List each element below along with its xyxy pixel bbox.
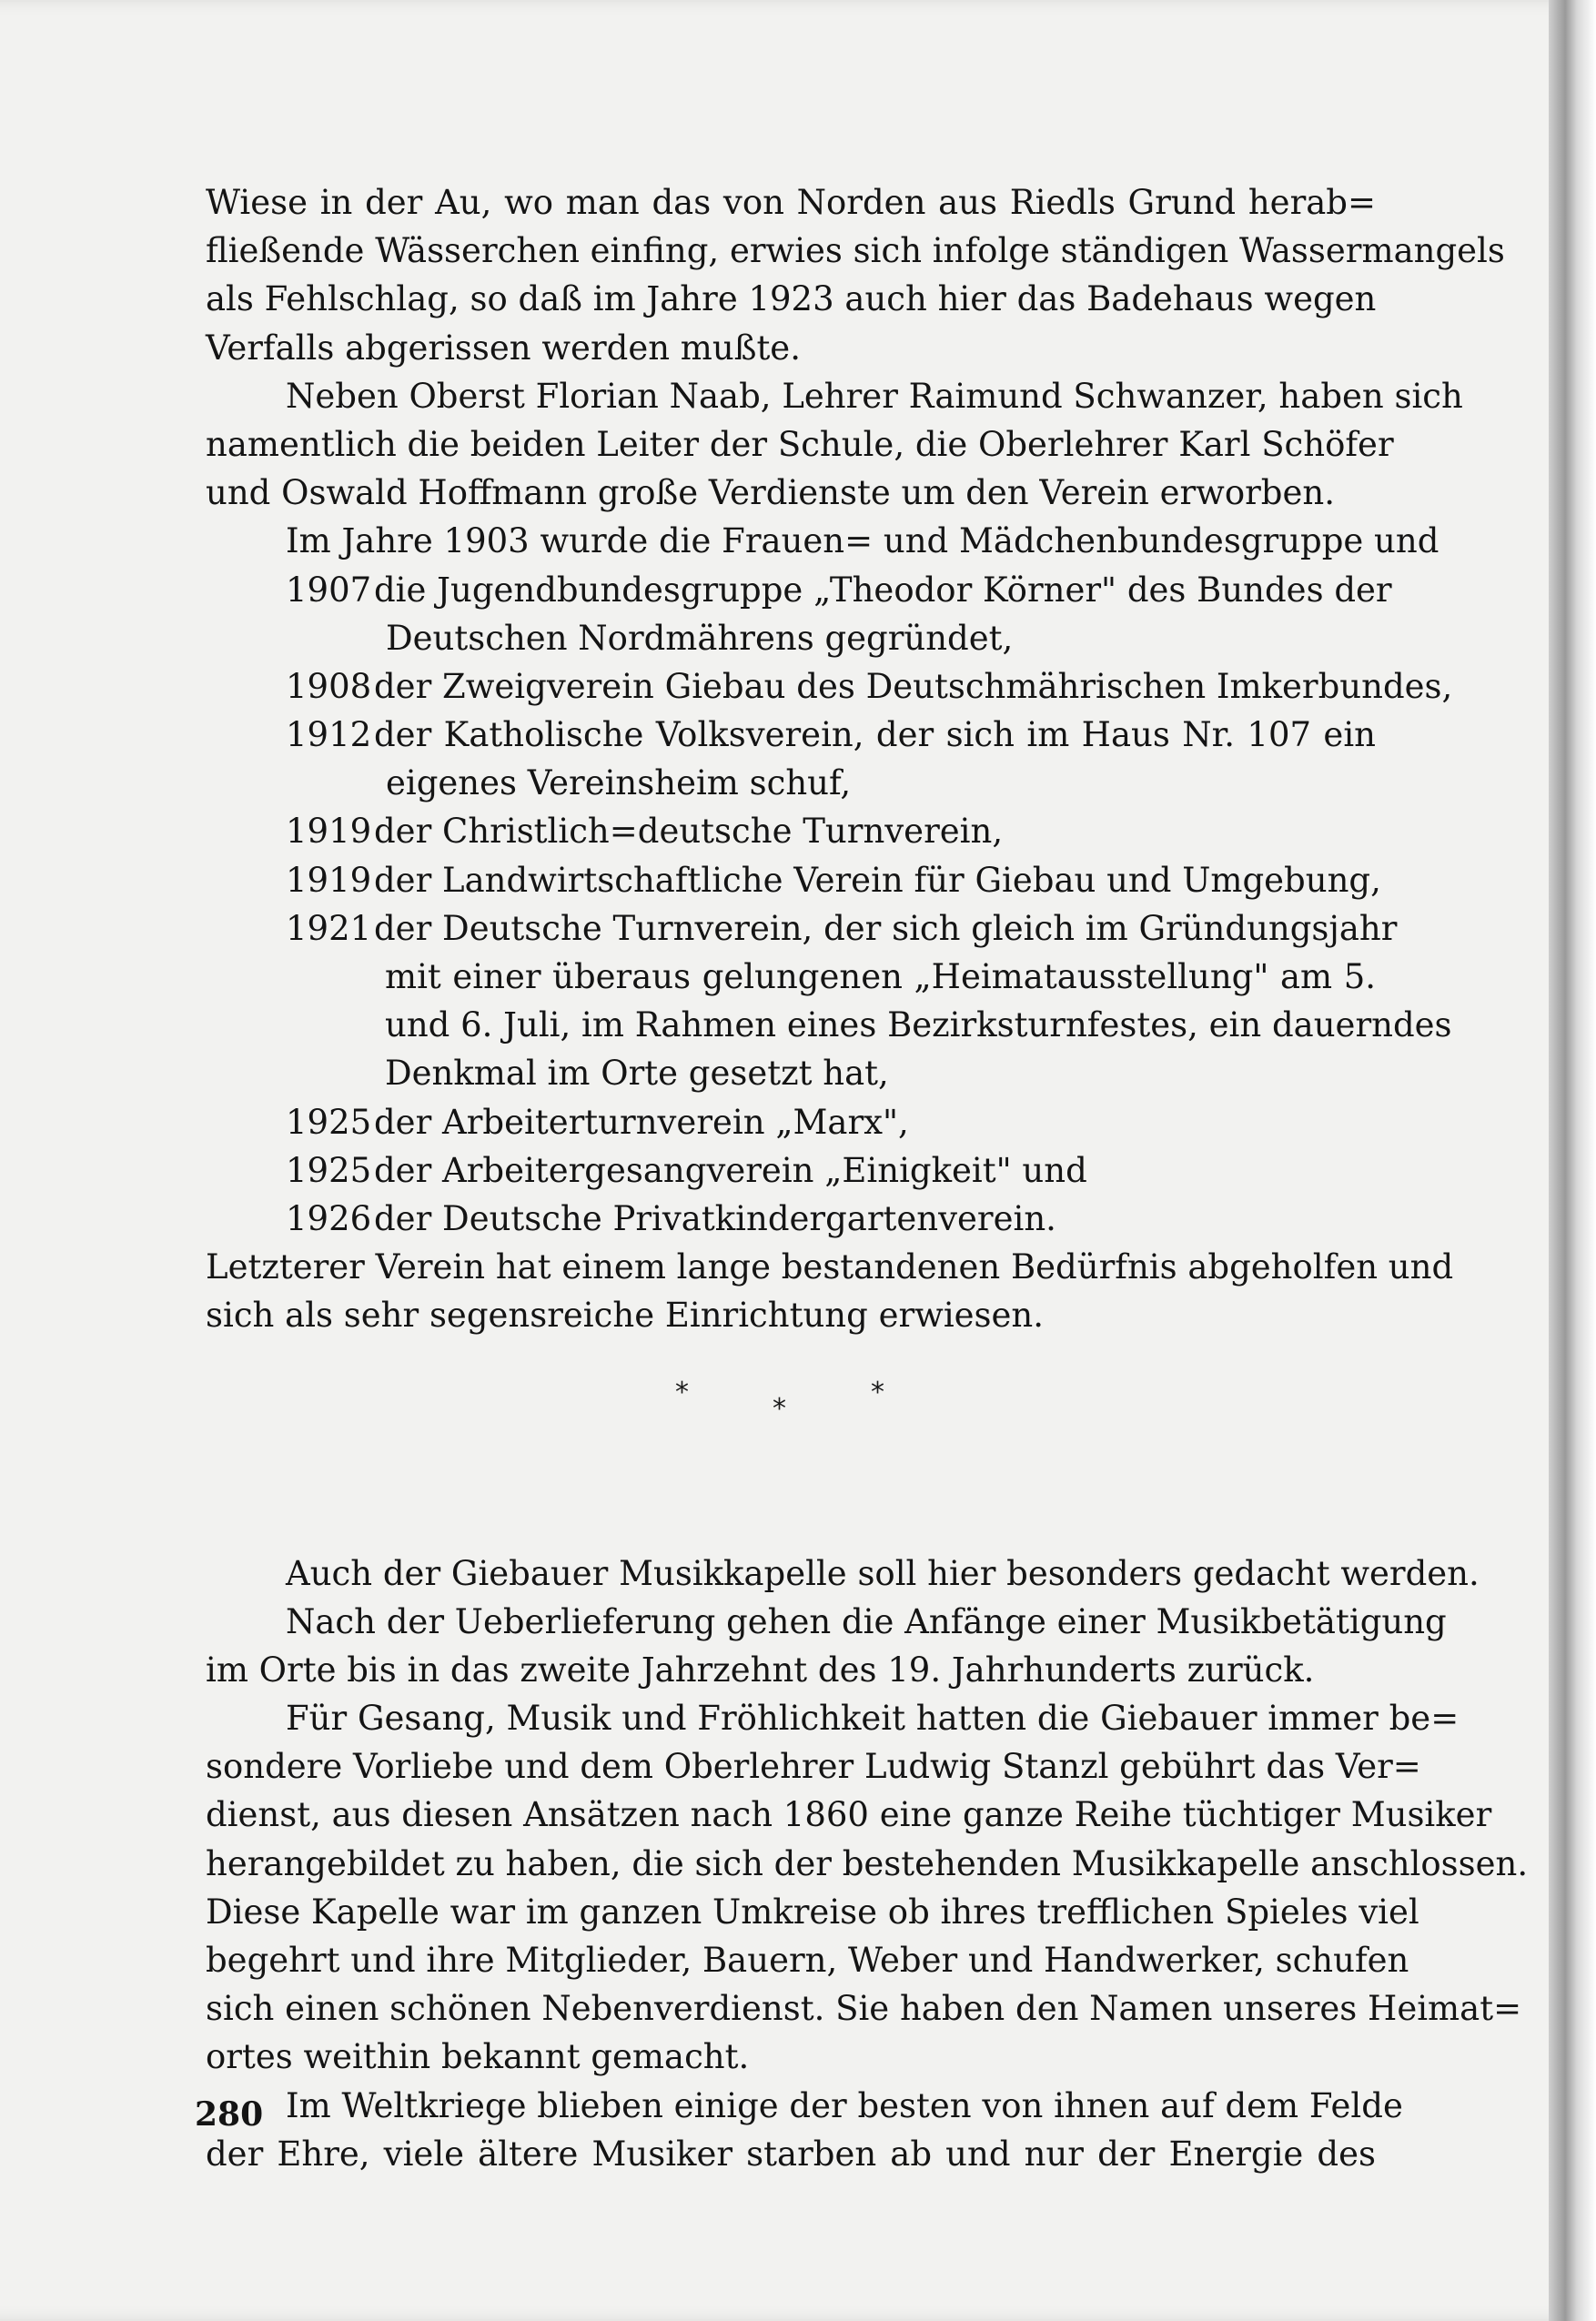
asterisk: * [675, 1376, 689, 1408]
text-line: namentlich die beiden Leiter der Schule, die Oberlehrer Karl Schöfer [206, 424, 1394, 464]
page-number: 280 [195, 2095, 264, 2134]
text-line: sich als sehr segensreiche Einrichtung erwiesen. [206, 1296, 1045, 1336]
list-year: 1925 [286, 1150, 372, 1190]
list-year: 1919 [286, 812, 372, 852]
list-text: der Arbeiterturnverein „Marx", [374, 1102, 909, 1142]
list-year: 1907 [286, 570, 372, 610]
asterisk: * [871, 1376, 884, 1408]
list-year: 1912 [286, 715, 372, 755]
list-text: der Christlich=deutsche Turnverein, [374, 812, 1004, 852]
list-item [206, 807, 1376, 855]
list-text: der Landwirtschaftliche Verein für Giebau und Umgebung, [374, 860, 1381, 900]
text-line: fließende Wässerchen einfing, erwies sich infolge ständigen Wassermangels [206, 231, 1505, 271]
text-line: und Oswald Hoffmann große Verdienste um den Verein erworben. [206, 473, 1335, 513]
text-line: ortes weithin bekannt gemacht. [206, 2037, 750, 2077]
text-line: im Orte bis in das zweite Jahrzehnt des 19. Jahrhunderts zurück. [206, 1650, 1315, 1690]
text-line: herangebildet zu haben, die sich der bestehenden Musikkapelle anschlossen. [206, 1843, 1529, 1883]
list-text: der Katholische Volksverein, der sich im Haus Nr. 107 ein [374, 715, 1376, 755]
list-item [206, 711, 1376, 759]
text-line: sondere Vorliebe und dem Oberlehrer Ludwig Stanzl gebührt das Ver= [206, 1747, 1421, 1787]
text-line: Für Gesang, Musik und Fröhlichkeit hatten die Giebauer immer be= [286, 1699, 1460, 1739]
list-text: der Deutsche Turnverein, der sich gleich im Gründungsjahr [374, 908, 1398, 948]
text-line: Verfalls abgerissen werden mußte. [206, 328, 801, 368]
list-text: der Arbeitergesangverein „Einigkeit" und [374, 1150, 1087, 1190]
section-separator [206, 1340, 1376, 1549]
list-item [206, 856, 1381, 904]
text-line: Nach der Ueberlieferung gehen die Anfänge einer Musikbetätigung [286, 1601, 1447, 1641]
list-year: 1926 [286, 1198, 372, 1238]
list-item-continuation: Denkmal im Orte gesetzt hat, [385, 1054, 889, 1094]
text-line: Letzterer Verein hat einem lange bestandenen Bedürfnis abgeholfen und [206, 1247, 1454, 1287]
list-item [206, 1098, 1376, 1146]
list-year: 1921 [286, 908, 372, 948]
list-year: 1919 [286, 860, 372, 900]
asterisk: * [773, 1392, 786, 1425]
text-line: Neben Oberst Florian Naab, Lehrer Raimund Schwanzer, haben sich [286, 376, 1463, 416]
list-item [206, 1195, 1376, 1243]
list-item [206, 662, 1453, 711]
text-line: sich einen schönen Nebenverdienst. Sie haben den Namen unseres Heimat= [206, 1989, 1522, 2029]
list-item [206, 904, 1398, 953]
list-text: der Deutsche Privatkindergartenverein. [374, 1198, 1056, 1238]
text-line: Wiese in der Au, wo man das von Norden aus Riedls Grund herab= [206, 183, 1376, 222]
list-item-continuation: und 6. Juli, im Rahmen eines Bezirksturnfestes, ein dauerndes [385, 1005, 1452, 1045]
list-year: 1908 [286, 666, 372, 706]
text-line: Auch der Giebauer Musikkapelle soll hier besonders gedacht werden. [286, 1553, 1480, 1593]
page-edge-shadow [1549, 0, 1596, 2321]
text-line: Diese Kapelle war im ganzen Umkreise ob ihres trefflichen Spieles viel [206, 1892, 1419, 1932]
list-item [206, 566, 1392, 614]
page-body [206, 178, 1529, 2178]
list-text: der Zweigverein Giebau des Deutschmährischen Imkerbundes, [374, 666, 1453, 706]
text-line: dienst, aus diesen Ansätzen nach 1860 eine ganze Reihe tüchtiger Musiker [206, 1795, 1492, 1835]
text-line: Im Weltkriege blieben einige der besten von ihnen auf dem Felde [286, 2085, 1403, 2125]
text-line: begehrt und ihre Mitglieder, Bauern, Weber und Handwerker, schufen [206, 1941, 1409, 1980]
text-line: Im Jahre 1903 wurde die Frauen= und Mädchenbundesgruppe und [286, 521, 1439, 561]
text-line: als Fehlschlag, so daß im Jahre 1923 auch hier das Badehaus wegen [206, 279, 1377, 319]
list-text: die Jugendbundesgruppe „Theodor Körner" des Bundes der [374, 570, 1392, 610]
list-item-continuation: eigenes Vereinsheim schuf, [386, 763, 852, 803]
list-item-continuation: Deutschen Nordmährens gegründet, [386, 618, 1014, 658]
text-line: der Ehre, viele ältere Musiker starben ab und nur der Energie des [206, 2134, 1376, 2174]
list-item [206, 1146, 1376, 1195]
list-year: 1925 [286, 1102, 372, 1142]
list-item-continuation: mit einer überaus gelungenen „Heimatausstellung" am 5. [385, 957, 1376, 996]
